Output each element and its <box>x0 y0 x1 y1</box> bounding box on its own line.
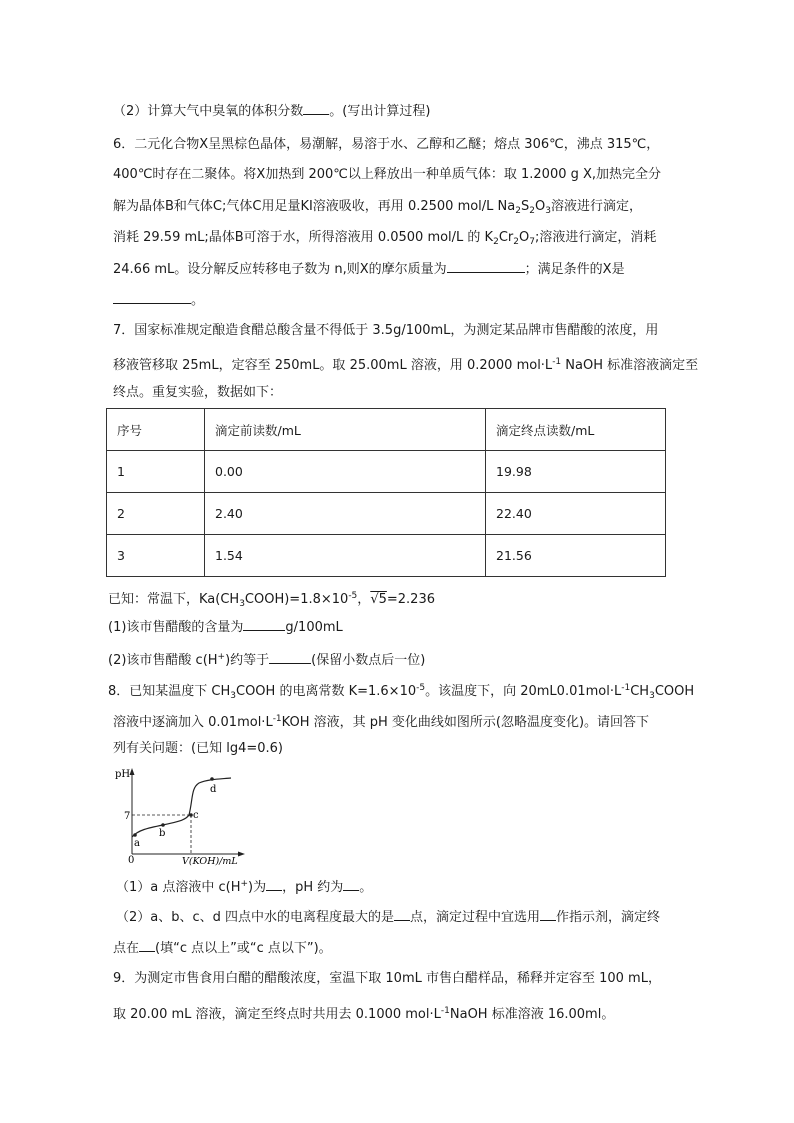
q8-sub2-cont: 点在 (填“c 点以上”或“c 点以下”)。 <box>113 941 332 956</box>
q6-line4: 消耗 29.59 mL;晶体B可溶于水，所得溶液用 0.0500 mol/L 的 $K_2Cr_2O_7$;溶液进行滴定，消耗 <box>113 230 657 247</box>
q8-line2: 溶液中逐滴加入 $0.01mol\cdot L^{-1}KOH$ 溶液，其 pH 变化曲线如图所示(忽略温度变化)。请回答下 <box>113 714 650 730</box>
q6-line5: 24.66 mL。设分解反应转移电子数为 n,则X的摩尔质量为 ；满足条件的X是 <box>113 262 625 277</box>
q8-line3: 列有关问题：(已知 lg4=0.6) <box>113 741 283 756</box>
answer-blank[interactable] <box>266 878 282 891</box>
answer-blank[interactable] <box>243 618 285 631</box>
x-axis-label: V(KOH)/mL <box>182 856 238 866</box>
point-a <box>133 833 137 837</box>
q7-line2: 移液管移取 25mL，定容至 250mL。取 25.00mL 溶液，用 0.2000 $mol\cdot L^{-1}$ NaOH 标准溶液滴定至 <box>113 357 699 373</box>
q6-line6: 。 <box>113 291 204 310</box>
point-b <box>161 823 165 827</box>
x-axis-arrow <box>238 852 245 857</box>
q9-line1: 9．为测定市售食用白醋的醋酸浓度，室温下取 10mL 市售白醋样品，稀释并定容至 100 mL， <box>113 971 661 986</box>
q6-line3: 解为晶体B和气体C;气体C用足量KI溶液吸收，再用 0.2500 mol/L $Na_2S_2O_3$溶液进行滴定， <box>113 199 642 216</box>
q8-line1: 8．已知某温度下 $CH_3COOH$ 的电离常数 $K=1.6\times 10^{-5}$。该温度下，向 $20mL0.01mol\cdot L^{-1}CH_3COOH$ <box>108 683 695 701</box>
answer-blank[interactable] <box>113 291 191 304</box>
titration-table <box>106 408 666 577</box>
q7-known: 已知：常温下，$Ka(CH_3COOH)=1.8\times 10^{-5}$，√5=2.236 <box>108 591 435 609</box>
q7-line3: 终点。重复实验，数据如下： <box>113 385 283 400</box>
q5-part2: （2）计算大气中臭氧的体积分数 。(写出计算过程) <box>113 104 431 119</box>
label-c: c <box>193 810 199 821</box>
answer-blank[interactable] <box>269 651 311 664</box>
y7-tick-label: 7 <box>124 811 131 822</box>
y-axis-arrow <box>130 768 135 775</box>
answer-blank[interactable] <box>447 260 525 273</box>
q7-line1: 7．国家标准规定酿造食醋总酸含量不得低于 3.5g/100mL，为测定某品牌市售醋酸的浓度，用 <box>113 323 659 338</box>
label-b: b <box>159 828 166 839</box>
answer-blank[interactable] <box>394 908 410 921</box>
answer-blank[interactable] <box>343 878 359 891</box>
table-row: 2 2.40 22.40 <box>107 493 666 535</box>
q8-sub1: （1）a 点溶液中 c(H+)为 ，pH 约为 。 <box>116 879 373 895</box>
q7-sub2: (2)该市售醋酸 c(H+)约等于 (保留小数点后一位) <box>108 652 426 668</box>
answer-blank[interactable] <box>540 908 556 921</box>
y-axis-label: pH <box>115 769 131 780</box>
q8-sub2: （2）a、b、c、d 四点中水的电离程度最大的是 点，滴定过程中宜选用 作指示剂，滴定终 <box>116 910 661 925</box>
point-d <box>210 777 214 781</box>
origin-label: 0 <box>128 855 135 866</box>
answer-blank[interactable] <box>139 939 155 952</box>
label-d: d <box>210 784 217 795</box>
q6-line2: 400℃时存在二聚体。将X加热到 200℃以上释放出一种单质气体：取 1.2000 g X,加热完全分 <box>113 167 662 182</box>
table-header-row: 序号 滴定前读数/mL 滴定终点读数/mL <box>107 409 666 451</box>
answer-blank[interactable] <box>303 102 329 115</box>
q6-line1: 6．二元化合物X呈黑棕色晶体，易潮解，易溶于水、乙醇和乙醚；熔点 306℃，沸点 315℃， <box>113 137 660 152</box>
label-a: a <box>134 838 140 849</box>
table-row: 1 0.00 19.98 <box>107 451 666 493</box>
q7-sub1: (1)该市售醋酸的含量为 g/100mL <box>108 620 343 635</box>
q9-line2: 取 20.00 mL 溶液，滴定至终点时共用去 0.1000 $mol\cdot L^{-1}NaOH$ 标准溶液 16.00ml。 <box>113 1006 615 1022</box>
ph-titration-curve <box>113 764 248 866</box>
table-row: 3 1.54 21.56 <box>107 535 666 577</box>
